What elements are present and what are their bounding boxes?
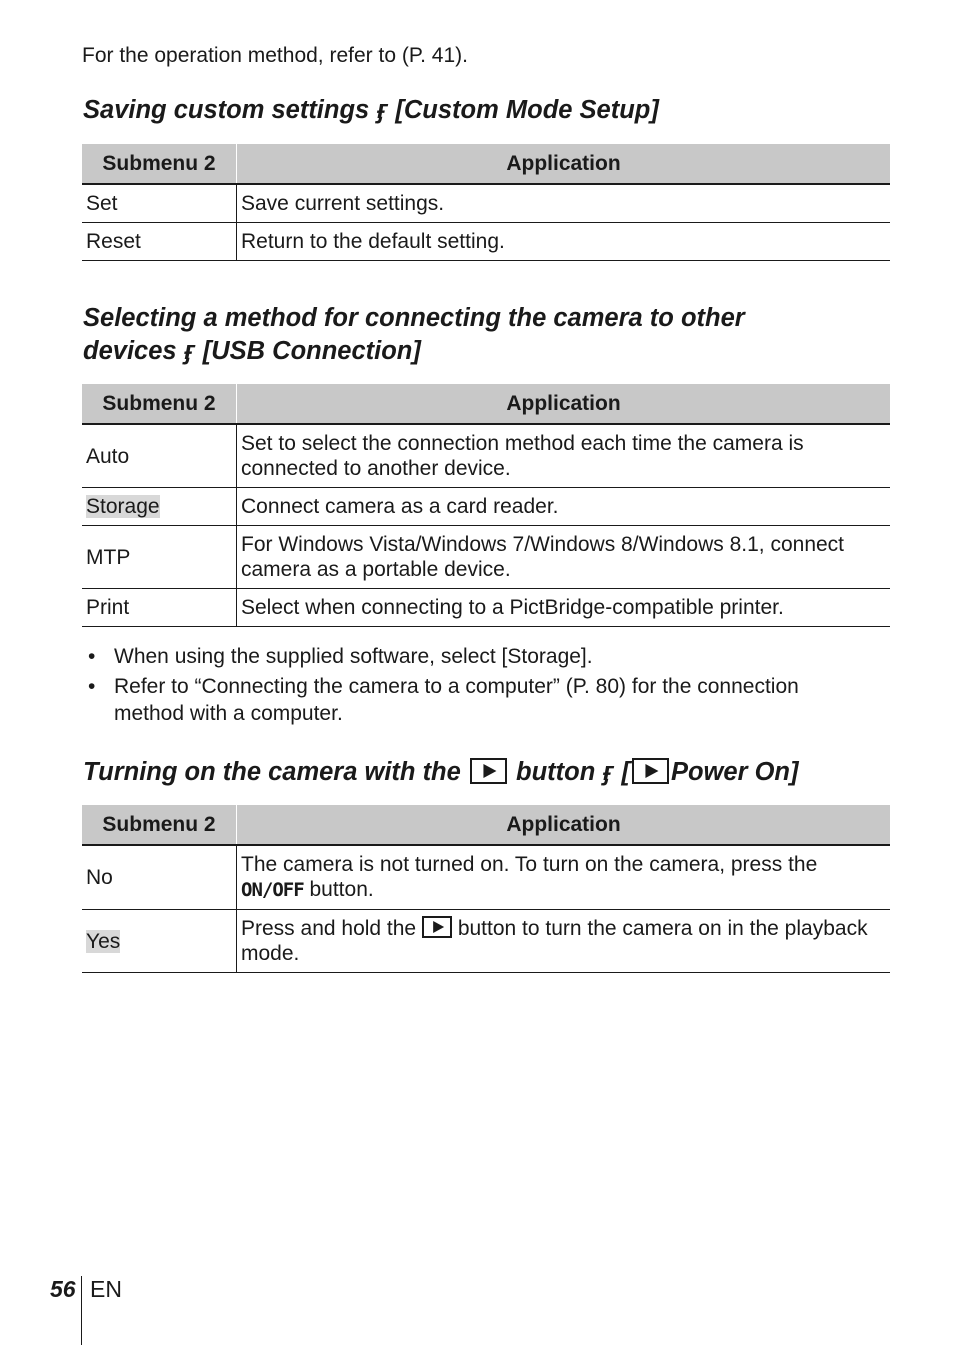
header-application: Application	[237, 144, 891, 184]
bullet-icon: •	[88, 645, 96, 668]
page-number: 56	[50, 1276, 76, 1302]
menu-separator-icon: ӻ	[183, 337, 196, 365]
row-application: Save current settings.	[237, 184, 891, 223]
row-submenu: No	[82, 845, 237, 910]
row-submenu: MTP	[82, 526, 237, 589]
row-application: For Windows Vista/Windows 7/Windows 8/Windows 8.1, connect camera as a portable device.	[237, 526, 891, 589]
row-submenu: Set	[82, 184, 237, 223]
bullet-icon: •	[88, 675, 96, 698]
header-submenu: Submenu 2	[82, 384, 237, 424]
row-application: Return to the default setting.	[237, 223, 891, 261]
header-submenu: Submenu 2	[82, 805, 237, 845]
playback-button-icon	[422, 916, 452, 938]
header-submenu: Submenu 2	[82, 144, 237, 184]
language-code: EN	[90, 1276, 122, 1302]
list-item: • Refer to “Connecting the camera to a computer” (P. 80) for the connection method with a computer.	[88, 675, 799, 725]
table-header-row	[82, 805, 890, 845]
table-row	[82, 184, 890, 223]
playback-button-icon	[632, 758, 669, 784]
row-application: Connect camera as a card reader.	[237, 488, 891, 526]
row-application: Set to select the connection method each time the camera is connected to another device.	[237, 424, 891, 488]
usb-notes-list	[88, 643, 868, 730]
row-application: The camera is not turned on. To turn on the camera, press the ON/OFF button.	[237, 845, 891, 910]
power-on-table	[82, 805, 890, 973]
table-row	[82, 488, 890, 526]
table-row	[82, 910, 890, 973]
table-header-row	[82, 144, 890, 184]
menu-separator-icon: ӻ	[602, 758, 615, 786]
on-off-button-label: ON/OFF	[241, 879, 304, 901]
table-row	[82, 424, 890, 488]
table-header-row	[82, 384, 890, 424]
list-item: • When using the supplied software, select [Storage].	[88, 645, 593, 668]
header-application: Application	[237, 805, 891, 845]
table-row	[82, 526, 890, 589]
intro-text: For the operation method, refer to (P. 41).	[82, 44, 468, 67]
section-heading-power-on: Turning on the camera with the button ӻ [ Power On]	[83, 758, 799, 786]
section-heading-usb-connection: Selecting a method for connecting the camera to other devices ӻ [USB Connection]	[83, 304, 745, 365]
table-row	[82, 589, 890, 627]
menu-separator-icon: ӻ	[376, 96, 389, 124]
header-application: Application	[237, 384, 891, 424]
row-submenu: Auto	[82, 424, 237, 488]
row-submenu: Reset	[82, 223, 237, 261]
row-submenu	[82, 910, 237, 973]
default-value-highlight: Storage	[86, 495, 160, 518]
usb-connection-table	[82, 384, 890, 627]
row-submenu	[82, 488, 237, 526]
custom-mode-setup-table	[82, 144, 890, 261]
default-value-highlight: Yes	[86, 929, 121, 953]
row-application: Press and hold the button to turn the camera on in the playback mode.	[237, 910, 891, 973]
row-submenu: Print	[82, 589, 237, 627]
footer-divider	[81, 1276, 82, 1345]
row-application: Select when connecting to a PictBridge-compatible printer.	[237, 589, 891, 627]
table-row	[82, 223, 890, 261]
table-row	[82, 845, 890, 910]
section-heading-custom-mode-setup: Saving custom settings ӻ [Custom Mode Setup]	[83, 96, 659, 124]
playback-button-icon	[470, 758, 507, 784]
